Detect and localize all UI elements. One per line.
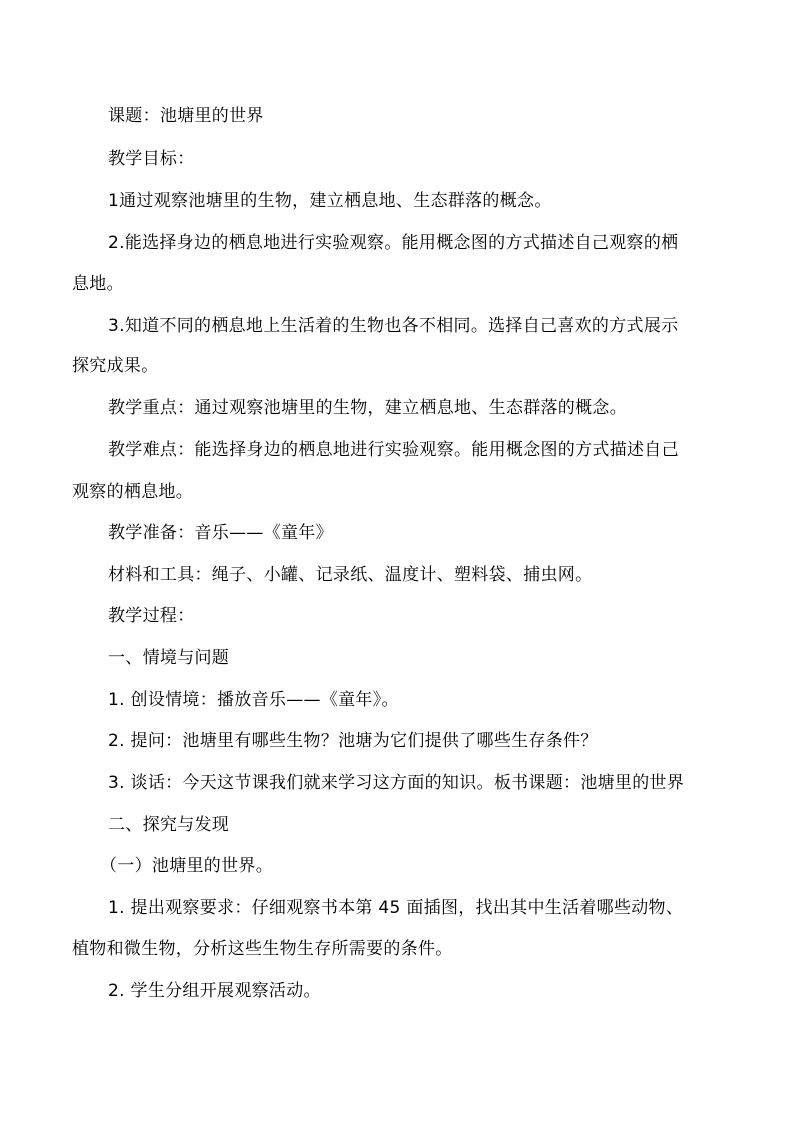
step-2-2: 2. 学生分组开展观察活动。 [108,981,321,1001]
difficulty-line-1: 教学难点：能选择身边的栖息地进行实验观察。能用概念图的方式描述自己 [108,440,679,460]
objective-2-line-1: 2.能选择身边的栖息地进行实验观察。能用概念图的方式描述自己观察的栖 [108,233,679,253]
step-1-2: 2. 提问：池塘里有哪些生物？池塘为它们提供了哪些生存条件？ [108,731,598,751]
process-heading: 教学过程： [108,606,195,626]
objectives-heading: 教学目标： [108,149,195,169]
objective-3-line-1: 3.知道不同的栖息地上生活着的生物也各不相同。选择自己喜欢的方式展示 [108,316,679,336]
section-2-heading: 二、探究与发现 [108,815,230,835]
objective-2-line-2: 息地。 [72,274,124,294]
objective-3-line-2: 探究成果。 [72,356,159,376]
step-2-1-line-1: 1. 提出观察要求：仔细观察书本第 45 面插图，找出其中生活着哪些动物、 [108,898,684,918]
preparation: 教学准备：音乐——《童年》 [108,523,333,543]
step-1-1: 1. 创设情境：播放音乐——《童年》。 [108,690,399,710]
difficulty-line-2: 观察的栖息地。 [72,482,194,502]
step-2-1-line-2: 植物和微生物，分析这些生物生存所需要的条件。 [72,939,453,959]
materials: 材料和工具：绳子、小罐、记录纸、温度计、塑料袋、捕虫网。 [108,565,593,585]
objective-1: 1通过观察池塘里的生物，建立栖息地、生态群落的概念。 [108,191,552,211]
step-1-3: 3. 谈话：今天这节课我们就来学习这方面的知识。板书课题：池塘里的世界 [108,773,685,793]
lesson-title: 课题：池塘里的世界 [108,106,264,126]
section-1-heading: 一、情境与问题 [108,648,230,668]
subsection-2-1: （一）池塘里的世界。 [100,856,273,876]
key-point: 教学重点：通过观察池塘里的生物，建立栖息地、生态群落的概念。 [108,398,627,418]
